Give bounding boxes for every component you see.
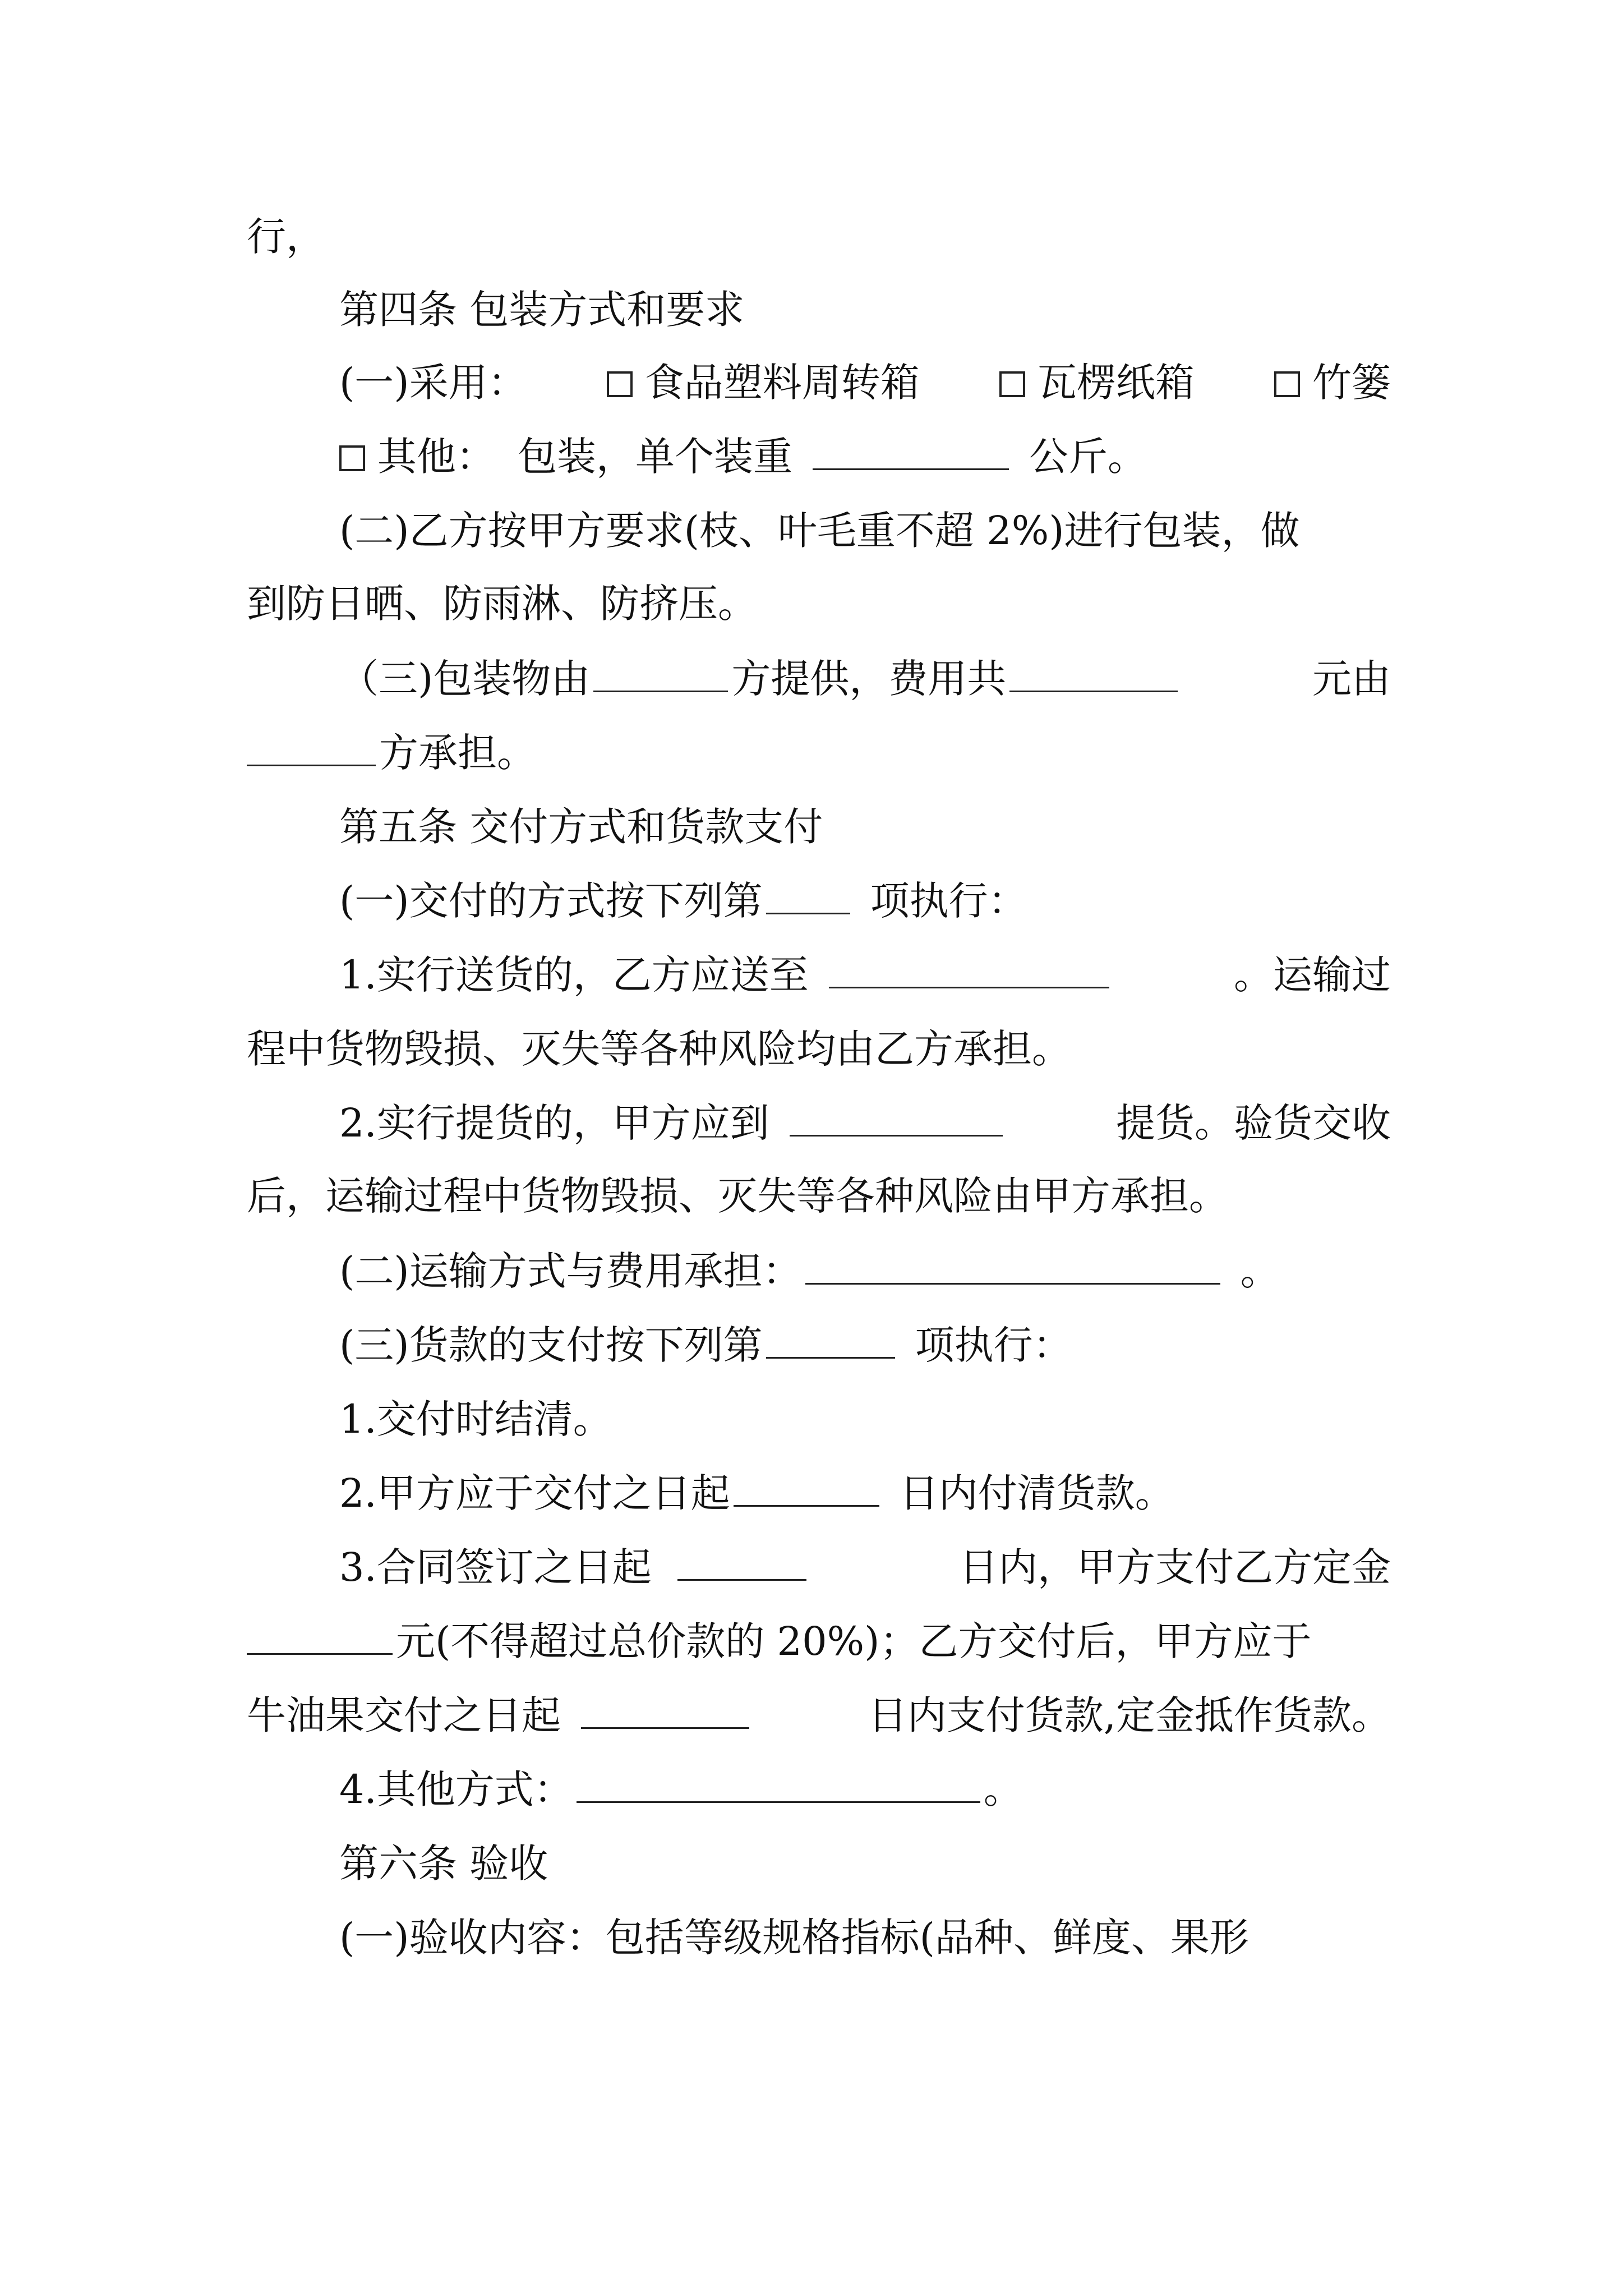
paragraph-text: 4.其他方式： [339, 1766, 573, 1812]
paragraph-text: (一)验收内容：包括等级规格指标(品种、鲜度、果形 [339, 1915, 1249, 1961]
paragraph-text: 后，运输过程中货物毁损、灭失等各种风险由甲方承担。 [247, 1173, 1228, 1219]
clause-line [339, 1465, 1391, 1521]
option-label: 竹篓 [1312, 360, 1391, 406]
blank-field[interactable] [766, 1322, 895, 1359]
paragraph-text: 方承担。 [379, 730, 536, 776]
blank-field[interactable] [677, 1544, 806, 1581]
clause-line [339, 429, 1391, 485]
paragraph-text: (三)货款的支付按下列第 [339, 1322, 763, 1368]
paragraph-text: 1.实行送货的，乙方应送至 [339, 952, 809, 998]
blank-field[interactable] [593, 656, 728, 692]
paragraph-text: 到防日晒、防雨淋、防挤压。 [247, 581, 757, 627]
text-line [247, 1021, 1391, 1077]
heading-text: 第四条 包装方式和要求 [339, 287, 745, 333]
article-heading [339, 799, 1391, 855]
checkbox[interactable] [339, 445, 365, 471]
blank-field[interactable] [247, 1618, 393, 1655]
clause-label: (一)采用： [339, 360, 527, 406]
clause-line [339, 1391, 1391, 1447]
heading-text: 第五条 交付方式和货款支付 [339, 804, 823, 850]
blank-field[interactable] [813, 434, 1009, 470]
text-line [247, 1687, 1391, 1743]
paragraph-text: 提货。验货交收 [1116, 1100, 1391, 1146]
paragraph-text: 程中货物毁损、灭失等各种风险均由乙方承担。 [247, 1026, 1071, 1072]
article-heading [339, 1835, 1391, 1892]
paragraph-text: 。运输过 [1234, 952, 1391, 998]
paragraph-text: (二)运输方式与费用承担： [339, 1248, 802, 1294]
paragraph-text: 3.合同签订之日起 [339, 1544, 652, 1590]
paragraph-text: （三)包装物由 [339, 656, 591, 702]
option-label: 食品塑料周转箱 [644, 360, 920, 406]
clause-line [339, 947, 1391, 1003]
blank-field[interactable] [577, 1766, 980, 1803]
clause-line [339, 1317, 1391, 1373]
paragraph-text: (一)交付的方式按下列第 [339, 878, 763, 924]
text-line [247, 1613, 1391, 1669]
text-line [247, 725, 1391, 781]
blank-field[interactable] [581, 1692, 749, 1729]
paragraph-text: 包装，单个装重 [518, 434, 792, 480]
clause-line [339, 1761, 1391, 1818]
blank-field[interactable] [805, 1248, 1220, 1285]
paragraph-text: 项执行： [870, 878, 1027, 924]
text-line [247, 576, 1391, 632]
paragraph-text: 日内，甲方支付乙方定金 [959, 1544, 1391, 1590]
text-line [247, 209, 1391, 265]
clause-line [339, 1539, 1391, 1595]
blank-field[interactable] [734, 1470, 879, 1507]
paragraph-text: 行， [247, 214, 325, 260]
blank-field[interactable] [247, 730, 376, 766]
option-label: 瓦楞纸箱 [1037, 360, 1195, 406]
clause-line [339, 1910, 1391, 1966]
paragraph-text: 2.实行提货的，甲方应到 [339, 1100, 769, 1146]
article-heading [339, 282, 1391, 338]
blank-field[interactable] [829, 952, 1109, 988]
paragraph-text: 2.甲方应于交付之日起 [339, 1470, 730, 1516]
text-line [247, 1168, 1391, 1224]
paragraph-text: (二)乙方按甲方要求(枝、叶毛重不超 2%)进行包装，做 [339, 508, 1300, 554]
clause-line [339, 1095, 1391, 1151]
clause-line [339, 873, 1391, 929]
checkbox[interactable] [607, 371, 633, 397]
option-label: 其他： [377, 434, 495, 480]
clause-line [339, 355, 1391, 411]
heading-text: 第六条 验收 [339, 1841, 548, 1887]
paragraph-text: 元由 [1312, 656, 1391, 702]
blank-field[interactable] [790, 1100, 1003, 1137]
paragraph-text: 1.交付时结清。 [339, 1396, 612, 1442]
paragraph-text: 日内付清货款。 [899, 1470, 1174, 1516]
blank-field[interactable] [766, 878, 850, 914]
checkbox[interactable] [999, 371, 1025, 397]
clause-line [339, 651, 1391, 707]
paragraph-text: 牛油果交付之日起 [247, 1692, 561, 1738]
checkbox[interactable] [1274, 371, 1300, 397]
paragraph-text: 元(不得超过总价款的 20%)；乙方交付后，甲方应于 [396, 1618, 1312, 1664]
clause-line [339, 503, 1391, 559]
paragraph-text: 项执行： [915, 1322, 1072, 1368]
paragraph-text: 公斤。 [1029, 434, 1147, 480]
paragraph-text: 方提供，费用共 [731, 656, 1007, 702]
blank-field[interactable] [1009, 656, 1178, 692]
paragraph-text: 。 [983, 1766, 1023, 1812]
paragraph-text: 。 [1240, 1248, 1280, 1294]
paragraph-text: 日内支付货款,定金抵作货款。 [868, 1692, 1391, 1738]
clause-line [339, 1243, 1391, 1299]
